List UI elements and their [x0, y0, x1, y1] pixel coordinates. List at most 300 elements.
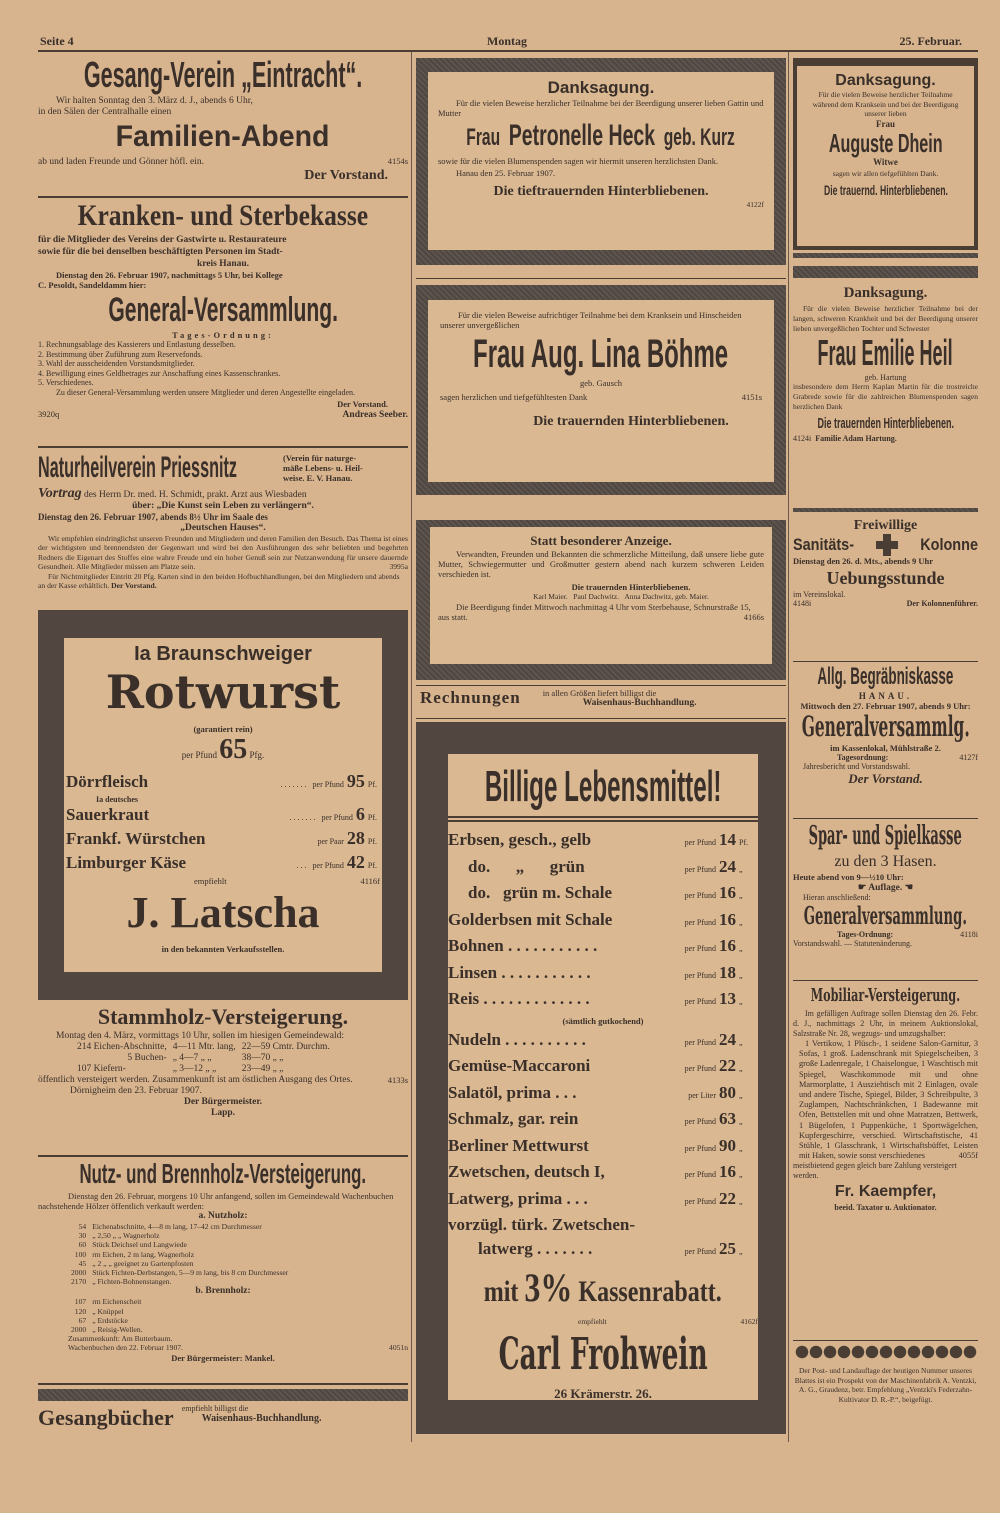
ad-danksagung-boehme — [428, 300, 774, 482]
price-row — [448, 961, 758, 988]
ad-ref: 4133s — [387, 1075, 408, 1085]
ad-stammholz-versteigerung — [38, 1003, 408, 1119]
ad-signature: Die tieftrauernden Hinterbliebenen. — [493, 184, 709, 199]
item-name: do. grün m. Schale — [468, 883, 613, 902]
price: 24 — [719, 856, 736, 876]
price: 24 — [719, 1029, 736, 1049]
agenda-title: Tagesordnung: — [837, 753, 889, 762]
unit: per Pfund — [684, 970, 716, 980]
ad-ref: 3995a — [389, 562, 408, 572]
item-name: Bohnen . . . . . . . . . . . — [448, 936, 598, 955]
ad-mobiliar-versteigerung — [793, 983, 978, 1212]
dots: . . . — [296, 861, 307, 870]
price: 18 — [719, 962, 736, 982]
recommends-label: empfiehlt — [578, 1317, 607, 1326]
section-title: b. Brennholz: — [195, 1286, 251, 1297]
ad-signature: Der Vorstand. — [848, 771, 923, 786]
ad-sanitaets-kolonne — [793, 518, 978, 608]
ad-subtitle: mäße Lebens- u. Heil- — [283, 463, 363, 473]
company-name: Carl Frohwein — [498, 1329, 708, 1380]
currency: „ — [739, 1246, 743, 1256]
ad-gesang-verein-eintracht — [38, 54, 408, 184]
ad-text: C. Pesoldt, Sandeldamm hier: — [38, 280, 147, 290]
price: 25 — [719, 1238, 736, 1258]
unit: per Pfund — [684, 917, 716, 927]
item-name: Zwetschen, deutsch I, — [448, 1162, 605, 1181]
ad-subtitle: zu den 3 Hasen. — [834, 853, 937, 870]
ad-statt-besonderer-anzeige — [430, 527, 772, 664]
item-name: Reis . . . . . . . . . . . . . — [448, 989, 590, 1008]
ad-title: Kolonne — [920, 535, 978, 554]
ad-ref: 4118i — [960, 930, 978, 939]
ad-text: sowie für die bei denselben beschäftigten Personen im Stadt- — [38, 247, 283, 257]
table-row — [68, 1307, 146, 1316]
unit: per Pfund — [684, 997, 716, 1006]
currency: Pf. — [367, 861, 377, 870]
price-row — [448, 1081, 758, 1108]
currency: Pf. — [367, 780, 377, 789]
currency: „ — [739, 1170, 743, 1179]
price: 80 — [719, 1082, 736, 1102]
discount-percent: 3% — [524, 1265, 573, 1310]
event-title: General-Versammlung. — [108, 291, 338, 329]
ad-text: Die Beerdigung findet Mittwoch nachmittag 4 Uhr vom Sterbehause, Schnurstraße 15, aus statt. — [438, 602, 751, 622]
ad-text: Waisenhaus-Buchhandlung. — [582, 698, 697, 708]
deceased-name: Auguste Dhein — [828, 127, 943, 158]
agenda-title: Tages-Ordnung: — [172, 330, 274, 340]
ad-text: für die Mitglieder des Vereins der Gastwirte u. Restaurateure — [38, 235, 287, 245]
ad-text: meistbietend gegen gleich bare Zahlung versteigert werden. — [793, 1161, 957, 1181]
price-row — [66, 771, 380, 795]
table-row — [68, 1231, 291, 1240]
ad-signature-role: beeid. Taxator u. Auktionator. — [834, 1203, 937, 1213]
decorative-bar — [793, 266, 978, 278]
currency: „ — [739, 970, 743, 980]
table-row — [74, 1042, 333, 1053]
wood-table — [74, 1042, 333, 1075]
section-title: a. Nutzholz: — [198, 1211, 248, 1221]
rule — [38, 1383, 408, 1385]
ad-title: Naturheilverein Priessnitz — [38, 451, 237, 484]
event-title: Generalversammlung. — [803, 901, 968, 930]
company-address: 26 Krämerstr. 26. — [554, 1386, 652, 1401]
item-note: (sämtlich gutkochend) — [562, 1015, 644, 1026]
ad-title: Spar- und Spielkasse — [808, 821, 963, 851]
ad-text: Für die vielen Beweise herzlicher Teilnahme während dem Kranksein und bei der Beerdigung unserer lieben — [812, 90, 959, 118]
recommends-label: empfiehlt — [194, 876, 227, 886]
cell: „ 4—7 „ „ — [172, 1053, 212, 1063]
cell: 22—59 Cmtr. Durchm. — [241, 1042, 330, 1052]
cell: „ Reisig-Wellen. — [92, 1325, 143, 1335]
ad-signature: Der Kolonnenführer. — [906, 599, 978, 608]
table-row — [74, 1064, 333, 1075]
currency: „ — [739, 917, 743, 927]
rule — [793, 1340, 978, 1341]
ad-subtitle: weise. E. V. Hanau. — [283, 473, 353, 483]
ad-ref: 4055f — [958, 1151, 978, 1161]
ad-begraebniskasse — [793, 663, 978, 787]
maiden-name: geb. Gausch — [579, 378, 622, 388]
ad-text: in allen Größen liefert billigst die — [542, 688, 657, 698]
price: 95 — [346, 771, 365, 791]
ad-title: Sanitäts- — [793, 535, 855, 554]
unit: per Pfund — [684, 838, 716, 847]
currency: „ — [739, 1143, 743, 1153]
name-prefix: Frau — [466, 124, 501, 151]
currency: „ — [739, 864, 743, 874]
cell: rm Eichenscheit — [92, 1297, 142, 1307]
agenda-item: 4. Bewilligung eines Geldbetrages zur Anschaffung eines Kassenschrankes. — [38, 368, 281, 378]
ad-text: Hanau den 25. Februar 1907. — [456, 168, 556, 178]
ad-title: Danksagung. — [843, 285, 928, 301]
ad-title: Gesangbücher — [38, 1405, 174, 1430]
cell: 67 — [78, 1315, 87, 1325]
agenda-item: 1. Rechnungsablage des Kassierers und Entlastung desselben. — [38, 340, 236, 349]
decorative-bar — [793, 508, 978, 512]
pointing-hand-icon: ☛ — [857, 883, 867, 893]
ad-danksagung-dhein — [793, 58, 978, 250]
ad-ref: 4051n — [389, 1343, 408, 1353]
mourner-names: Karl Maier. Paul Dachwitz. Anna Dachwitz, geb. Maier. — [533, 592, 709, 601]
price: 14 — [719, 830, 736, 849]
ad-text: Dienstag den 26. d. Mts., abends 9 Uhr — [793, 556, 934, 566]
price-row — [448, 1134, 758, 1161]
issue-date: 25. Februar. — [899, 34, 962, 48]
cell: 2000 — [71, 1268, 87, 1278]
currency: „ — [739, 891, 743, 900]
price: 90 — [719, 1135, 736, 1155]
ad-rechnungen — [420, 688, 786, 708]
cell: 45 — [78, 1258, 87, 1268]
ad-title: Gesang-Verein „Eintracht“. — [83, 54, 363, 95]
item-note: Ia deutsches — [96, 795, 139, 804]
product-name: Rotwurst — [105, 665, 341, 719]
price: 16 — [719, 883, 736, 902]
column-divider — [788, 52, 789, 1442]
table-row — [68, 1250, 291, 1259]
maiden-name: geb. Hartung — [864, 373, 907, 383]
ad-text: HANAU. — [858, 691, 913, 701]
ad-title: Freiwillige — [853, 518, 918, 533]
red-cross-icon — [876, 534, 898, 556]
item-name: Salatöl, prima . . . — [448, 1082, 577, 1102]
ad-text: Dienstag den 26. Februar 1907, abends 8½ Uhr im Saale des — [38, 512, 268, 522]
company-name: J. Latscha — [126, 888, 320, 937]
ad-signature: Der Vorstand. — [304, 168, 388, 183]
ad-title: Statt besonderer Anzeige. — [530, 533, 672, 548]
ad-ref: 4124i — [793, 433, 812, 443]
ad-ref: 4162f — [740, 1317, 758, 1326]
item-name: Golderbsen mit Schale — [448, 909, 613, 929]
ad-text: sagen herzlichen und tiefgefühltesten Dank — [440, 392, 588, 402]
cell: 23—49 „ „ — [241, 1064, 284, 1074]
lecture-label: Vortrag — [38, 486, 82, 501]
ad-signature: Die trauernden Hinterbliebenen. — [817, 414, 954, 432]
rule — [793, 980, 978, 981]
item-name: Schmalz, gar. rein — [448, 1109, 579, 1128]
price: 16 — [719, 909, 736, 929]
unit: per Pfund — [684, 1170, 716, 1179]
cell: Stück Deichsel und Langwiede — [92, 1240, 187, 1250]
page-number: Seite 4 — [40, 34, 74, 48]
cell: 107 Kiefern- — [77, 1064, 126, 1074]
ad-text: Für die vielen Beweise herzlicher Teilnahme bei der langen, schweren Krankheit und bei der Beerdigung unserer lieben unvergeßlichen Tochter und Schwester — [793, 304, 978, 333]
item-list: 1 Vertikow, 1 Plüsch-, 1 seidene Salon-Garnitur, 3 Sofas, 1 groß. Ladenschrank mit Spiegelscheiben, 3 große Ladenregale, 1 Chaiselongue, 1 Waschtisch mit Spiegel, Waschkommode mit und ohne Marmorplatte, 1 Ausziehtisch mit 2 Einlagen, ovale und andere Tische, Spiegel, Bilder, 3 Schreibpulte, 3 Zuglampen, Nachtschränkchen, 1 Badewanne mit Ofen, Bettstellen mit und ohne Matratzen, Bettwerk, 1 Bügelofen, 1 Puppenküche, 1 Sportwägelchen, Kupfergeschirre, verschied. Wirtschaftstische, 41 Stühle, 1 Glasschrank, 1 Wirtschaftsbüffet, Leisten mit Haken, sowie sonst verschiedenes — [799, 1039, 978, 1161]
pointing-hand-icon: ☚ — [904, 883, 914, 893]
ad-title: Rechnungen — [420, 688, 521, 707]
ad-ref: 4127f — [959, 753, 978, 762]
wood-table — [68, 1297, 146, 1334]
price: 28 — [346, 828, 365, 848]
price: 13 — [719, 989, 736, 1008]
name-prefix: Frau — [876, 118, 895, 129]
ad-title: Mobiliar-Versteigerung. — [810, 985, 961, 1006]
ad-title: Stammholz-Versteigerung. — [97, 1004, 349, 1029]
currency: „ — [739, 1090, 743, 1100]
ad-signature: Andreas Seeber. — [342, 410, 408, 420]
item-name: Dörrfleisch — [66, 772, 149, 791]
column-divider — [411, 52, 412, 1442]
currency: Pf. — [367, 837, 377, 846]
unit: per Pfund — [684, 891, 716, 900]
ad-billige-lebensmittel — [416, 722, 786, 1434]
ad-text: Mittwoch den 27. Februar 1907, abends 9 Uhr: — [800, 701, 971, 711]
ad-text: im Vereinslokal. — [793, 590, 846, 599]
ad-text: mit — [484, 1275, 519, 1308]
currency: Pfg. — [249, 750, 265, 760]
price: 16 — [719, 1162, 736, 1181]
currency: „ — [739, 1064, 743, 1073]
item-name: Berliner Mettwurst — [448, 1135, 589, 1155]
cell: 30 — [78, 1231, 87, 1241]
event-title: Familien-Abend — [116, 120, 330, 153]
cell: 214 Eichen-Abschnitte, — [77, 1042, 167, 1052]
supplement-notice: Der Post- und Landauflage der heutigen Nummer unseres Blattes ist ein Prospekt von der Maschinenfabrik A. Ventzki, A. G., Graudenz, betr. Empfehlung „Ventzki's Federzahn-Kultivator D. R.-P.“, beigefügt. — [794, 1366, 977, 1404]
item-name: Linsen . . . . . . . . . . . — [448, 962, 591, 982]
cell: 5 Buchen- — [127, 1053, 167, 1063]
agenda-list — [38, 340, 408, 397]
rule — [416, 278, 786, 279]
unit: per Pfund — [181, 750, 217, 760]
ad-signature: Der Bürgermeister. — [183, 1097, 263, 1107]
cell: 120 — [74, 1306, 87, 1316]
ad-text: Dörnigheim den 23. Februar 1907. — [70, 1086, 202, 1096]
ad-rotwurst-latscha — [38, 610, 408, 1000]
ad-signature: Fr. Kaempfer, — [834, 1183, 937, 1201]
price: 65 — [219, 734, 248, 765]
cell: Stück Fichten-Derbstangen, 5—9 m lang, bis 8 cm Durchmesser — [92, 1268, 289, 1278]
event-title: Auflage. — [868, 883, 903, 893]
rule — [793, 661, 978, 662]
event-line — [793, 882, 978, 893]
unit: per Pfund — [684, 1037, 716, 1047]
ad-signature: Lapp. — [210, 1108, 236, 1118]
deceased-name: Frau Emilie Heil — [817, 332, 954, 374]
ad-text: in den Sälen der Centralhalle einen — [38, 107, 172, 117]
table-row — [68, 1268, 291, 1277]
price: 16 — [719, 936, 736, 955]
ad-title: Kranken- und Sterbekasse — [77, 199, 369, 232]
price: 63 — [719, 1109, 736, 1128]
price-row — [448, 1028, 758, 1055]
cell: 60 — [78, 1240, 87, 1250]
unit: per Pfund — [684, 1064, 716, 1073]
unit: per Pfund — [684, 1143, 716, 1153]
price: 22 — [719, 1188, 736, 1208]
price-row — [448, 1237, 758, 1264]
family-name: Familie Adam Hartung. — [815, 433, 897, 443]
cell: 4—11 Mtr. lang, — [172, 1042, 236, 1052]
decorative-bar — [38, 1389, 408, 1401]
ad-text: „Deutschen Hauses“. — [180, 523, 266, 533]
cell: „ Erdstöcke — [92, 1315, 128, 1325]
agenda-title: Tages-Ordnung: — [837, 930, 894, 939]
ad-text: des Herrn Dr. med. H. Schmidt, prakt. Arzt aus Wiesbaden — [83, 490, 307, 500]
price-row — [448, 908, 758, 935]
ad-text: sowie für die vielen Blumenspenden sagen wir hiermit unseren herzlichsten Dank. — [438, 156, 719, 166]
cell: Eichenabschnitte, 4—8 m lang, 17–42 cm Durchmesser — [92, 1222, 262, 1231]
price-row — [448, 987, 758, 1014]
event-title: Generalversammlg. — [801, 710, 970, 743]
ad-title: Allg. Begräbniskasse — [817, 663, 954, 690]
item-name: Erbsen, gesch., gelb — [448, 830, 592, 849]
ad-naturheilverein — [38, 448, 408, 590]
wood-table — [68, 1222, 291, 1286]
cell: „ 2 „ „ geeignet zu Gartenpfosten — [92, 1258, 194, 1268]
rule — [416, 718, 786, 719]
table-row — [68, 1325, 146, 1334]
ad-text: in den bekannten Verkaufsstellen. — [161, 944, 285, 954]
price-row — [448, 1054, 758, 1081]
ad-text: Wachenbuchen den 22. Februar 1907. — [68, 1343, 183, 1353]
cell: „ Fichten-Bohnenstangen. — [92, 1277, 172, 1287]
ad-subtitle: (Verein für naturge- — [283, 453, 357, 463]
ad-spar-spielkasse — [793, 820, 978, 948]
ad-text: Dienstag den 26. Februar, morgens 10 Uhr anfangend, sollen im Gemeindewald Wachenbuchen nachstehende Hölzer öffentlich verkauft werden: — [38, 1191, 394, 1211]
ad-ref: 4148i — [793, 599, 812, 608]
dots: . . . . . . . — [280, 780, 307, 789]
ad-text: sagen wir allen tiefgefühlten Dank. — [832, 168, 939, 178]
ad-nutz-brennholz — [38, 1157, 408, 1363]
item-name: latwerg . . . . . . . — [478, 1238, 593, 1258]
price-row — [448, 855, 758, 882]
cell: „ 3—12 „ „ — [172, 1064, 217, 1074]
unit: per Pfund — [684, 1196, 716, 1206]
ad-text: Für die vielen Beweise herzlicher Teilnahme bei der Beerdigung unserer lieben Gattin und Mutter — [438, 98, 764, 118]
ad-title: Nutz- und Brennholz-Versteigerung. — [79, 1158, 367, 1189]
ad-gesangbuecher — [38, 1404, 408, 1432]
ad-text: Waisenhaus-Buchhandlung. — [201, 1413, 322, 1424]
double-rule — [448, 816, 758, 822]
ad-text: Zusammenkunft: Am Butterbaum. — [68, 1334, 173, 1344]
currency: „ — [739, 997, 743, 1006]
ad-text: Hieran anschließend: — [803, 893, 871, 902]
table-row — [68, 1222, 291, 1231]
status-label: Witwe — [873, 156, 898, 167]
ad-signature: Der Vorstand. — [337, 399, 388, 409]
item-name: Frankf. Würstchen — [66, 829, 206, 848]
table-row — [68, 1240, 291, 1249]
unit: per Pfund — [684, 1117, 716, 1126]
ad-text: empfiehlt billigst die — [181, 1404, 249, 1413]
cell: 2170 — [71, 1277, 87, 1287]
price-row — [448, 1107, 758, 1134]
price: 42 — [346, 852, 365, 872]
ad-danksagung-heck — [428, 72, 774, 250]
price: 6 — [355, 804, 365, 824]
ad-text: ab und laden Freunde und Gönner höfl. ein. — [38, 157, 204, 167]
price-row — [66, 804, 380, 828]
ad-ref: 4151s — [741, 392, 762, 402]
agenda-item: 3. Wahl der ausscheidenden Vorstandsmitglieder. — [38, 359, 195, 368]
ad-text: Kassenrabatt. — [578, 1275, 722, 1308]
ad-ref: 3920q — [38, 409, 60, 419]
cell: 54 — [78, 1222, 87, 1231]
item-name: Gemüse-Maccaroni — [448, 1056, 591, 1075]
event-title: Uebungsstunde — [826, 568, 945, 588]
table-row — [68, 1277, 291, 1286]
ad-title: Billige Lebensmittel! — [484, 762, 722, 811]
ad-title: Ia Braunschweiger — [134, 643, 312, 665]
ad-text: im Kassenlokal, Mühlstraße 2. — [830, 743, 941, 753]
cell: rm Eichen, 2 m lang, Wagnerholz — [92, 1249, 195, 1259]
dots: . . . . . . . — [289, 813, 316, 822]
ad-text: Heute abend von 9—½10 Uhr: — [793, 872, 904, 882]
table-row — [68, 1259, 291, 1268]
deceased-name: Frau Aug. Lina Böhme — [473, 332, 729, 376]
cell: 38—70 „ „ — [241, 1053, 284, 1063]
unit: per Paar — [317, 837, 344, 846]
ad-title: Danksagung. — [835, 72, 936, 89]
currency: „ — [739, 1196, 743, 1206]
ad-signature: Die trauernd. Hinterbliebenen. — [823, 181, 948, 198]
decorative-dot-border — [795, 1345, 977, 1359]
table-row — [74, 1053, 333, 1064]
discount-line — [448, 1263, 758, 1317]
agenda-item: 2. Bestimmung über Zuführung zum Reservefonds. — [38, 349, 203, 359]
item-name: vorzügl. türk. Zwetschen- — [448, 1215, 635, 1234]
ad-signature: Der Bürgermeister: Mankel. — [171, 1352, 275, 1363]
lecture-topic: über: „Die Kunst sein Leben zu verlängern“. — [132, 501, 314, 511]
decorative-bar — [793, 253, 978, 258]
currency: „ — [739, 1117, 743, 1126]
ad-text: Wir halten Sonntag den 3. März d. J., abends 6 Uhr, — [56, 96, 253, 106]
item-name: Nudeln . . . . . . . . . . — [448, 1029, 586, 1049]
cell: 107 — [74, 1297, 87, 1307]
ad-text: Für die vielen Beweise aufrichtiger Teilnahme bei dem Kranksein und Hinscheiden unserer unvergeßlichen — [440, 310, 742, 330]
table-row — [68, 1297, 146, 1306]
ad-signature: Der Vorstand. — [111, 581, 157, 591]
currency: Pf. — [739, 838, 749, 847]
price-row — [448, 828, 758, 855]
currency: „ — [739, 944, 743, 953]
price-row — [448, 881, 758, 908]
ad-text: kreis Hanau. — [196, 259, 250, 269]
price-row — [448, 934, 758, 961]
currency: „ — [739, 1037, 743, 1047]
cell: „ Knüppel — [92, 1306, 124, 1316]
cell: 100 — [74, 1249, 87, 1259]
agenda-item: 5. Verschiedenes. — [38, 378, 94, 387]
item-name: Limburger Käse — [66, 853, 187, 872]
ad-danksagung-heil — [793, 282, 978, 443]
cell: 2000 — [71, 1325, 87, 1335]
ad-text: insbesondere dem Herrn Kaplan Martin für die trostreiche Grabrede sowie für die zahlreichen Blumenspenden sagen herzlichen Dank — [793, 382, 978, 411]
price-row — [448, 1160, 758, 1187]
ad-text: öffentlich versteigert werden. Zusammenkunft ist am östlichen Ausgang des Ortes. — [38, 1075, 353, 1085]
ad-text: Verwandten, Freunden und Bekannten die schmerzliche Mitteilung, daß unsere liebe gute Mutter, Schwiegermutter und Großmutter gestern abend nach kurzem schweren Leiden verschieden ist. — [438, 549, 764, 579]
agenda-item: Jahresbericht und Vorstandswahl. — [803, 762, 911, 771]
